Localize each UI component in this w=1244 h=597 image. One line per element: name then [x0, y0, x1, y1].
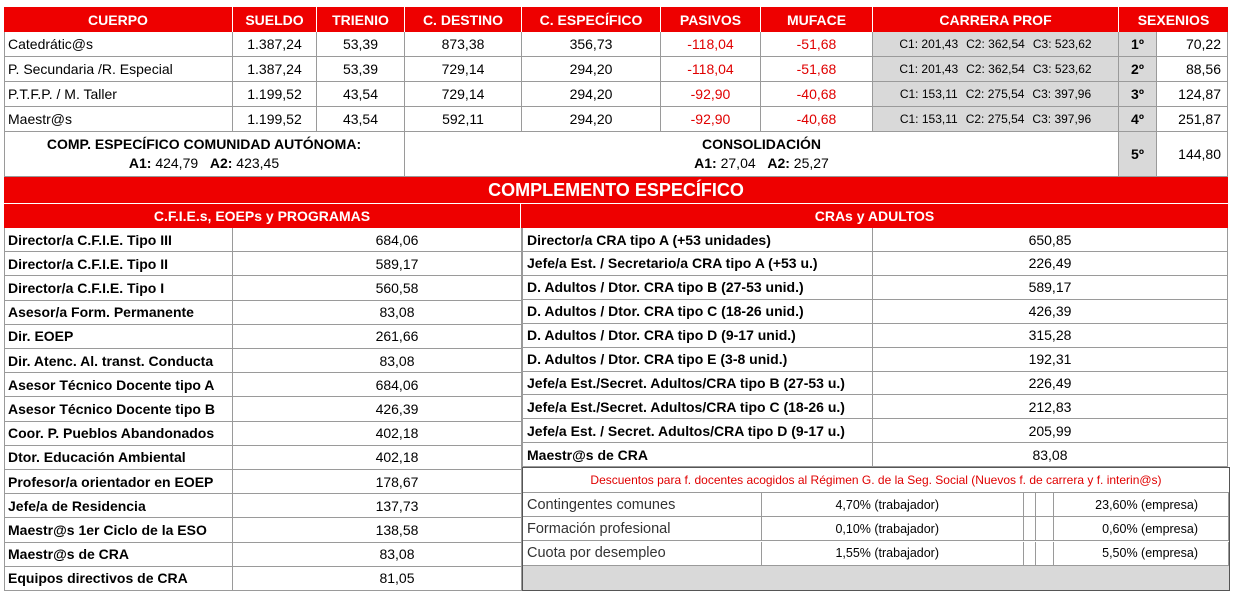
carrera-c1-label: C1: [899, 112, 919, 126]
carrera-c1-value: 153,11 [921, 87, 958, 101]
left-item-label: Coor. P. Pueblos Abandonados [4, 422, 233, 446]
carrera-c2 [966, 87, 1025, 101]
right-item-value: 83,08 [873, 443, 1228, 467]
right-item-label: Jefe/a Est. / Secretario/a CRA tipo A (+53 u.) [522, 252, 873, 276]
carrera-c3-value: 523,62 [1054, 37, 1092, 51]
carrera-c2 [966, 62, 1025, 76]
descuento-label: Formación profesional [523, 517, 762, 541]
carrera-c3-value: 397,96 [1054, 112, 1092, 126]
left-item-label: Director/a C.F.I.E. Tipo II [4, 252, 233, 276]
carrera-c1 [900, 112, 958, 126]
left-item-label: Dir. EOEP [4, 325, 233, 349]
comp-autonoma-a1-value: 424,79 [155, 155, 199, 171]
carrera-c2 [966, 112, 1025, 126]
row-muface: -51,68 [761, 32, 873, 57]
right-item-value: 589,17 [873, 276, 1228, 300]
carrera-c2-label: C2: [965, 112, 985, 126]
right-item-label: Maestr@s de CRA [522, 443, 873, 467]
descuento-trabajador: 0,10% (trabajador) [762, 517, 1024, 541]
descuentos-footer [523, 566, 1229, 590]
left-item-label: Maestr@s 1er Ciclo de la ESO [4, 518, 233, 542]
left-item-value: 589,17 [233, 252, 522, 276]
descuento-trabajador: 1,55% (trabajador) [762, 542, 1024, 566]
row-sexenio-value: 251,87 [1157, 107, 1228, 132]
carrera-c2-value: 275,54 [987, 112, 1025, 126]
consolidacion-a2-label: A2: [767, 155, 790, 171]
row-pasivos: -118,04 [661, 32, 761, 57]
left-item-value: 261,66 [233, 325, 522, 349]
carrera-c1-label: C1: [899, 87, 919, 101]
row-pasivos: -92,90 [661, 82, 761, 107]
row-carrera [873, 57, 1119, 82]
descuento-empresa: 5,50% (empresa) [1054, 542, 1229, 566]
left-item-label: Asesor/a Form. Permanente [4, 301, 233, 325]
carrera-c2-label: C2: [966, 37, 985, 51]
row-especifico: 294,20 [522, 107, 661, 132]
right-item-label: Jefe/a Est. / Secret. Adultos/CRA tipo D (9-17 u.) [522, 419, 873, 443]
right-item-label: D. Adultos / Dtor. CRA tipo B (27-53 unid.) [522, 276, 873, 300]
row-destino: 592,11 [405, 107, 522, 132]
descuento-empresa: 23,60% (empresa) [1054, 493, 1229, 517]
row-sexenio-number: 4º [1119, 107, 1157, 132]
comp-autonoma-a2-label: A2: [209, 155, 233, 171]
left-item-label: Dir. Atenc. Al. transt. Conducta [4, 349, 233, 373]
row-sueldo: 1.199,52 [233, 82, 317, 107]
carrera-c3 [1033, 62, 1092, 76]
carrera-c1 [899, 62, 958, 76]
left-item-label: Jefe/a de Residencia [4, 494, 233, 518]
row-trienio: 53,39 [317, 57, 405, 82]
comp-autonoma-cell [4, 132, 405, 177]
header-muface: MUFACE [761, 7, 873, 32]
left-item-value: 684,06 [233, 228, 522, 252]
carrera-c2-label: C2: [965, 87, 985, 101]
descuento-spacer [1036, 542, 1054, 566]
carrera-c1-value: 201,43 [921, 37, 959, 51]
row-trienio: 43,54 [317, 82, 405, 107]
left-list-border [4, 228, 5, 591]
carrera-c1-label: C1: [899, 62, 919, 76]
left-item-value: 402,18 [233, 446, 522, 470]
comp-autonoma-a1-label: A1: [128, 155, 152, 171]
left-item-label: Director/a C.F.I.E. Tipo III [4, 228, 233, 252]
left-item-value: 81,05 [233, 567, 522, 591]
right-item-label: Jefe/a Est./Secret. Adultos/CRA tipo C (18-26 u.) [522, 395, 873, 419]
carrera-c1 [899, 37, 958, 51]
row-especifico: 294,20 [522, 57, 661, 82]
carrera-c2 [966, 37, 1025, 51]
right-item-value: 226,49 [873, 371, 1228, 395]
descuento-spacer [1036, 517, 1054, 541]
descuento-empresa: 0,60% (empresa) [1054, 517, 1229, 541]
carrera-c2-value: 362,54 [988, 37, 1025, 51]
left-item-label: Profesor/a orientador en EOEP [4, 470, 233, 494]
descuento-label: Contingentes comunes [523, 493, 762, 517]
header-carrera: CARRERA PROF [873, 7, 1119, 32]
left-item-value: 137,73 [233, 494, 522, 518]
row-sexenio-number: 1º [1119, 32, 1157, 57]
row-pasivos: -92,90 [661, 107, 761, 132]
descuento-spacer [1024, 517, 1036, 541]
carrera-c1-value: 201,43 [921, 62, 959, 76]
left-item-label: Equipos directivos de CRA [4, 567, 233, 591]
right-item-label: D. Adultos / Dtor. CRA tipo C (18-26 unid.) [522, 300, 873, 324]
right-item-label: Director/a CRA tipo A (+53 unidades) [522, 228, 873, 252]
header-pasivos: PASIVOS [661, 7, 761, 32]
carrera-c3-label: C3: [1032, 112, 1052, 126]
row-trienio: 53,39 [317, 32, 405, 57]
row-destino: 729,14 [405, 82, 522, 107]
row-especifico: 294,20 [522, 82, 661, 107]
right-item-value: 226,49 [873, 252, 1228, 276]
header-sueldo: SUELDO [233, 7, 317, 32]
row-sueldo: 1.387,24 [233, 57, 317, 82]
consolidacion-a1-label: A1: [694, 155, 717, 171]
right-item-label: D. Adultos / Dtor. CRA tipo E (3-8 unid.) [522, 348, 873, 372]
row-destino: 873,38 [405, 32, 522, 57]
descuento-trabajador: 4,70% (trabajador) [762, 493, 1024, 517]
sexenio-5-value: 144,80 [1157, 132, 1228, 177]
carrera-c1 [900, 87, 958, 101]
carrera-c3 [1032, 112, 1091, 126]
right-item-label: D. Adultos / Dtor. CRA tipo D (9-17 unid.) [522, 324, 873, 348]
sexenio-5-number: 5º [1119, 132, 1157, 177]
carrera-c3-label: C3: [1032, 37, 1052, 51]
row-especifico: 356,73 [522, 32, 661, 57]
left-item-value: 83,08 [233, 543, 522, 567]
row-sueldo: 1.199,52 [233, 107, 317, 132]
left-item-value: 83,08 [233, 301, 522, 325]
left-item-label: Asesor Técnico Docente tipo A [4, 373, 233, 397]
descuento-spacer [1024, 542, 1036, 566]
row-sexenio-value: 124,87 [1157, 82, 1228, 107]
left-item-label: Director/a C.F.I.E. Tipo I [4, 276, 233, 300]
consolidacion-a1-value: 27,04 [720, 155, 756, 171]
left-item-label: Asesor Técnico Docente tipo B [4, 397, 233, 421]
row-muface: -51,68 [761, 57, 873, 82]
left-item-value: 178,67 [233, 470, 522, 494]
carrera-c3-value: 523,62 [1054, 62, 1092, 76]
consolidacion-a2-value: 25,27 [793, 155, 829, 171]
row-cuerpo: P.T.F.P. / M. Taller [4, 82, 233, 107]
carrera-c1-value: 153,11 [921, 112, 958, 126]
row-pasivos: -118,04 [661, 57, 761, 82]
carrera-c3 [1032, 87, 1091, 101]
carrera-c3-label: C3: [1032, 87, 1052, 101]
carrera-c3-label: C3: [1032, 62, 1052, 76]
descuento-label: Cuota por desempleo [523, 542, 762, 566]
row-trienio: 43,54 [317, 107, 405, 132]
right-item-value: 315,28 [873, 324, 1228, 348]
row-muface: -40,68 [761, 107, 873, 132]
row-carrera [873, 32, 1119, 57]
right-item-value: 192,31 [873, 348, 1228, 372]
row-destino: 729,14 [405, 57, 522, 82]
left-item-value: 560,58 [233, 276, 522, 300]
comp-autonoma-a2-value: 423,45 [236, 155, 280, 171]
row-carrera [873, 82, 1119, 107]
header-sexenios: SEXENIOS [1119, 7, 1228, 32]
descuento-spacer [1024, 493, 1036, 517]
header-especifico: C. ESPECÍFICO [522, 7, 661, 32]
left-item-value: 402,18 [233, 422, 522, 446]
right-item-value: 205,99 [873, 419, 1228, 443]
header-cuerpo: CUERPO [4, 7, 233, 32]
left-item-value: 426,39 [233, 397, 522, 421]
right-item-label: Jefe/a Est./Secret. Adultos/CRA tipo B (27-53 u.) [522, 371, 873, 395]
right-item-value: 212,83 [873, 395, 1228, 419]
header-destino: C. DESTINO [405, 7, 522, 32]
descuentos-title: Descuentos para f. docentes acogidos al Régimen G. de la Seg. Social (Nuevos f. de carrera y f. interin@s) [523, 468, 1229, 493]
left-item-label: Maestr@s de CRA [4, 543, 233, 567]
carrera-c2-value: 275,54 [987, 87, 1025, 101]
header-trienio: TRIENIO [317, 7, 405, 32]
consolidacion-title: CONSOLIDACIÓN [702, 136, 821, 152]
carrera-c2-value: 362,54 [988, 62, 1025, 76]
right-section-title: CRAs y ADULTOS [521, 204, 1228, 228]
consolidacion-cell [405, 132, 1119, 177]
left-item-value: 83,08 [233, 349, 522, 373]
carrera-c1-label: C1: [899, 37, 919, 51]
comp-autonoma-title: COMP. ESPECÍFICO COMUNIDAD AUTÓNOMA: [46, 136, 362, 152]
left-item-value: 138,58 [233, 518, 522, 542]
right-item-value: 650,85 [873, 228, 1228, 252]
row-sexenio-value: 88,56 [1157, 57, 1228, 82]
left-item-value: 684,06 [233, 373, 522, 397]
row-sueldo: 1.387,24 [233, 32, 317, 57]
row-cuerpo: Maestr@s [4, 107, 233, 132]
carrera-c3-value: 397,96 [1054, 87, 1092, 101]
row-cuerpo: Catedrátic@s [4, 32, 233, 57]
left-item-label: Dtor. Educación Ambiental [4, 446, 233, 470]
consolidacion-values [694, 154, 829, 173]
row-carrera [873, 107, 1119, 132]
row-muface: -40,68 [761, 82, 873, 107]
row-sexenio-value: 70,22 [1157, 32, 1228, 57]
right-item-value: 426,39 [873, 300, 1228, 324]
row-sexenio-number: 2º [1119, 57, 1157, 82]
complemento-title: COMPLEMENTO ESPECÍFICO [4, 177, 1228, 204]
row-sexenio-number: 3º [1119, 82, 1157, 107]
row-cuerpo: P. Secundaria /R. Especial [4, 57, 233, 82]
descuento-spacer [1036, 493, 1054, 517]
carrera-c3 [1033, 37, 1092, 51]
left-section-title: C.F.I.E.s, EOEPs y PROGRAMAS [4, 204, 521, 228]
carrera-c2-label: C2: [966, 62, 985, 76]
comp-autonoma-values [129, 154, 279, 173]
